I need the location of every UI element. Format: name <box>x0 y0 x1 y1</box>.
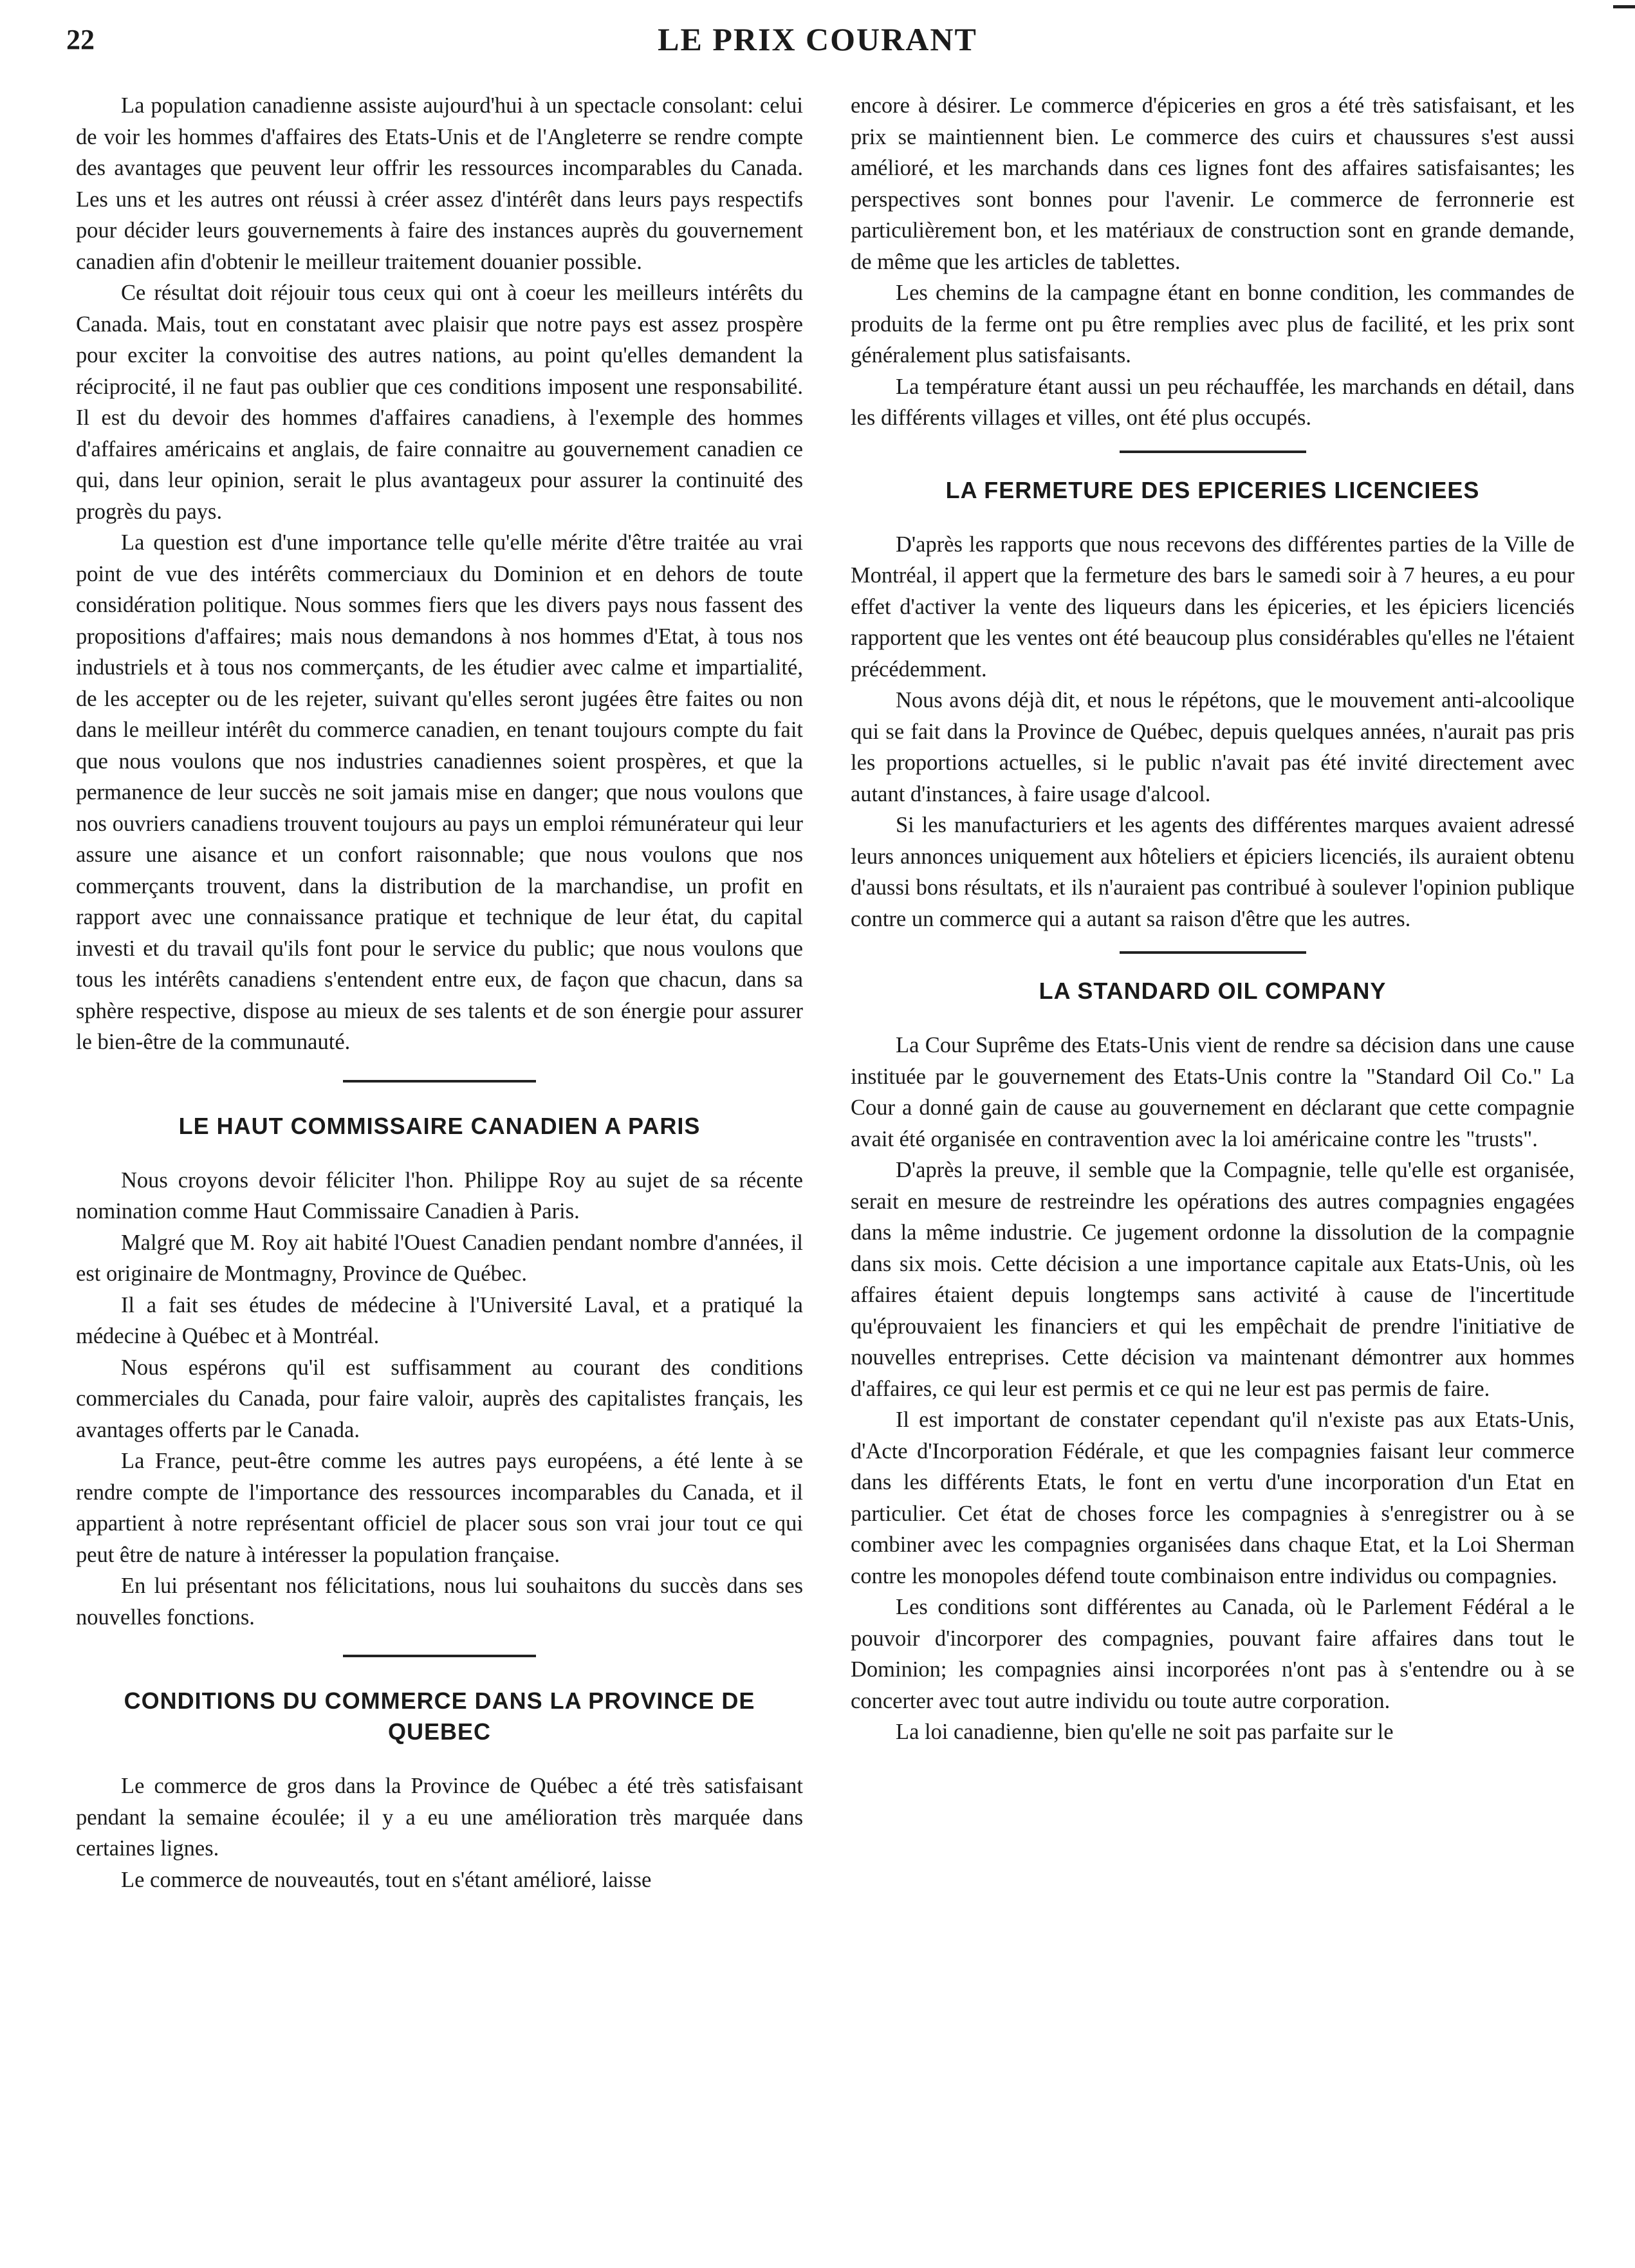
fermeture-paragraph-3: Si les manufacturiers et les agents des différentes marques avaient adressé leurs annonces uniquement aux hôteliers et épiciers licenciés, ils auraient obtenu d'aussi bons résultats, et ils n'auraient pas contribué à soulever l'opinion publique contre un commerce qui a autant sa raison d'être que les autres. <box>851 813 1575 931</box>
page-number: 22 <box>66 24 95 55</box>
intro-paragraph-2: Ce résultat doit réjouir tous ceux qui ont à coeur les meilleurs intérêts du Canada. Mais, tout en constatant avec plaisir que notre pays est assez prospère pour exciter la convoitise des autres nations, au point qu'elles demandent la réciprocité, il ne faut pas oublier que ces conditions imposent une responsabilité. Il est du devoir des hommes d'affaires canadiens, à l'exemple des hommes d'affaires américains et anglais, de faire connaitre au gouvernement canadien ce qui, dans leur opinion, serait le plus avantageux pour assurer la continuité des progrès du pays. <box>76 281 803 524</box>
standard-oil-paragraph-5: La loi canadienne, bien qu'elle ne soit pas parfaite sur le <box>896 1720 1394 1744</box>
standard-oil-paragraph-1: La Cour Suprême des Etats-Unis vient de rendre sa décision dans une cause instituée par le gouvernement des Etats-Unis contre la "Standard Oil Co." La Cour a donné gain de cause au gouvernement en déclarant que cette compagnie avait été organisée en contravention avec la loi américaine contre les "trusts". <box>851 1033 1575 1151</box>
section-divider <box>1120 951 1306 954</box>
intro-paragraph-1: La population canadienne assiste aujourd'hui à un spectacle consolant: celui de voir les hommes d'affaires des Etats-Unis et de l'Angleterre se rendre compte des avantages que peuvent leur offrir les ressources incomparables du Canada. Les uns et les autres ont réussi à créer assez d'intérêt dans leurs pays respectifs pour décider leurs gouvernements à faire des instances auprès du gouvernement canadien afin d'obtenir le meilleur traitement douanier possible. <box>76 93 803 274</box>
section-divider <box>1120 451 1306 453</box>
commissaire-paragraph-6: En lui présentant nos félicitations, nous lui souhaitons du succès dans ses nouvelles fonctions. <box>76 1574 803 1630</box>
fermeture-paragraph-1: D'après les rapports que nous recevons des différentes parties de la Ville de Montréal, il appert que la fermeture des bars le samedi soir à 7 heures, a eu pour effet d'activer la vente des liqueurs dans les épiceries, et les épiciers licenciés rapportent que les ventes ont été beaucoup plus considérables qu'elles ne l'étaient précédemment. <box>851 532 1575 682</box>
commissaire-paragraph-1: Nous croyons devoir féliciter l'hon. Philippe Roy au sujet de sa récente nomination comme Haut Commissaire Canadien à Paris. <box>76 1167 803 1223</box>
commissaire-paragraph-4: Nous espérons qu'il est suffisamment au courant des conditions commerciales du Canada, pour faire valoir, auprès des capitalistes français, les avantages offerts par le Canada. <box>76 1355 803 1442</box>
intro-paragraph-3: La question est d'une importance telle qu'elle mérite d'être traitée au vrai point de vue des intérêts commerciaux du Dominion et en dehors de toute considération politique. Nous sommes fiers que les divers pays nous fassent des propositions d'affaires; mais nous demandons à nos hommes d'Etat, à tous nos industriels et à tous nos commerçants, de les étudier avec calme et impartialité, de les accepter ou de les rejeter, suivant qu'elles seront jugées être faites ou non dans le meilleur intérêt du commerce canadien, en tenant toujours compte du fait que nous voulons que nos industries canadiennes soient prospères, et que la permanence de leur succès ne soit jamais mise en danger; que nous voulons que nos ouvriers canadiens trouvent toujours au pays un emploi rémunérateur qui leur assure une aisance et un confort raisonnable; que nous voulons que nos commerçants trouvent, dans la distribution de la marchandise, un profit en rapport avec une connaissance pratique et technique de leur état, du capital investi et du travail qu'ils font pour le service du public; que nous voulons que tous les intérêts canadiens s'entendent entre eux, de façon que chacun, dans sa sphère respective, dispose au mieux de ses talents et de son énergie pour assurer le bien-être de la communauté. <box>76 530 803 1054</box>
conditions-paragraph-1: Le commerce de gros dans la Province de Québec a été très satisfaisant pendant la semaine écoulée; il y a eu une amélioration très marquée dans certaines lignes. <box>76 1774 803 1861</box>
corner-scan-mark <box>1613 5 1635 8</box>
conditions-continued-paragraph-2: Les chemins de la campagne étant en bonne condition, les commandes de produits de la ferme ont pu être remplies avec plus de facilité, et les prix sont généralement plus satisfaisants. <box>851 281 1575 367</box>
standard-oil-paragraph-3: Il est important de constater cependant qu'il n'existe pas aux Etats-Unis, d'Acte d'Incorporation Fédérale, et que les compagnies faisant leur commerce dans les différents Etats, le font en vertu d'une incorporation d'un Etat en particulier. Cet état de choses force les compagnies à s'enregistrer ou à se combiner avec les compagnies organisées dans chaque Etat, et la Loi Sherman contre les monopoles défend toute combinaison entre individus ou compagnies. <box>851 1408 1575 1588</box>
fermeture-paragraph-2: Nous avons déjà dit, et nous le répétons, que le mouvement anti-alcoolique qui se fait dans la Province de Québec, depuis quelques années, n'aurait pas pris les proportions actuelles, si le public n'avait pas été invité directement avec autant d'instances, à faire usage d'alcool. <box>851 688 1575 806</box>
article-title-commissaire: LE HAUT COMMISSAIRE CANADIEN A PARIS <box>178 1112 701 1139</box>
journal-title: LE PRIX COURANT <box>658 21 977 57</box>
article-title-fermeture: LA FERMETURE DES EPICERIES LICENCIEES <box>945 476 1480 503</box>
article-title-conditions: CONDITIONS DU COMMERCE DANS LA PROVINCE DE QUEBEC <box>124 1687 755 1745</box>
section-divider <box>343 1655 536 1657</box>
conditions-continued-paragraph-3: La température étant aussi un peu réchauffée, les marchands en détail, dans les différents villages et villes, ont été plus occupés. <box>851 374 1575 430</box>
article-title-standard-oil: LA STANDARD OIL COMPANY <box>1039 978 1387 1004</box>
commissaire-paragraph-2: Malgré que M. Roy ait habité l'Ouest Canadien pendant nombre d'années, il est originaire de Montmagny, Province de Québec. <box>76 1230 803 1286</box>
commissaire-paragraph-5: La France, peut-être comme les autres pays européens, a été lente à se rendre compte de l'importance des ressources incomparables du Canada, et il appartient à notre représentant officiel de placer sous son vrai jour tout ce qui peut être de nature à intéresser la population française. <box>76 1449 803 1567</box>
right-column <box>851 90 1575 2240</box>
section-divider <box>343 1080 536 1083</box>
standard-oil-paragraph-4: Les conditions sont différentes au Canada, où le Parlement Fédéral a le pouvoir d'incorporer des compagnies, pouvant faire affaires dans tout le Dominion; les compagnies ainsi incorporées n'ont pas à s'entendre ou à se concerter avec tout autre individu ou toute autre corporation. <box>851 1595 1575 1713</box>
conditions-paragraph-2: Le commerce de nouveautés, tout en s'étant amélioré, laisse <box>121 1867 652 1892</box>
conditions-continued-paragraph-1: encore à désirer. Le commerce d'épiceries en gros a été très satisfaisant, et les prix se maintiennent bien. Le commerce des cuirs et chaussures s'est aussi amélioré, et les marchands dans ces lignes font des affaires satisfaisantes; les perspectives sont bonnes pour l'avenir. Le commerce de ferronnerie est particulièrement bon, et les matériaux de construction sont en grande demande, de même que les articles de tablettes. <box>851 93 1575 274</box>
standard-oil-paragraph-2: D'après la preuve, il semble que la Compagnie, telle qu'elle est organisée, serait en mesure de restreindre les opérations des autres compagnies engagées dans la même industrie. Ce jugement ordonne la dissolution de la compagnie dans six mois. Cette décision a une importance capitale aux Etats-Unis, où les affaires étaient depuis longtemps sans activité à cause de l'incertitude qu'éprouvaient les financiers et qui les empêchait de prendre l'initiative de nouvelles entreprises. Cette décision va maintenant démontrer aux hommes d'affaires, ce qui leur est permis et ce qui ne leur est pas permis de faire. <box>851 1158 1575 1401</box>
left-column <box>76 90 803 2240</box>
commissaire-paragraph-3: Il a fait ses études de médecine à l'Université Laval, et a pratiqué la médecine à Québec et à Montréal. <box>76 1292 803 1348</box>
